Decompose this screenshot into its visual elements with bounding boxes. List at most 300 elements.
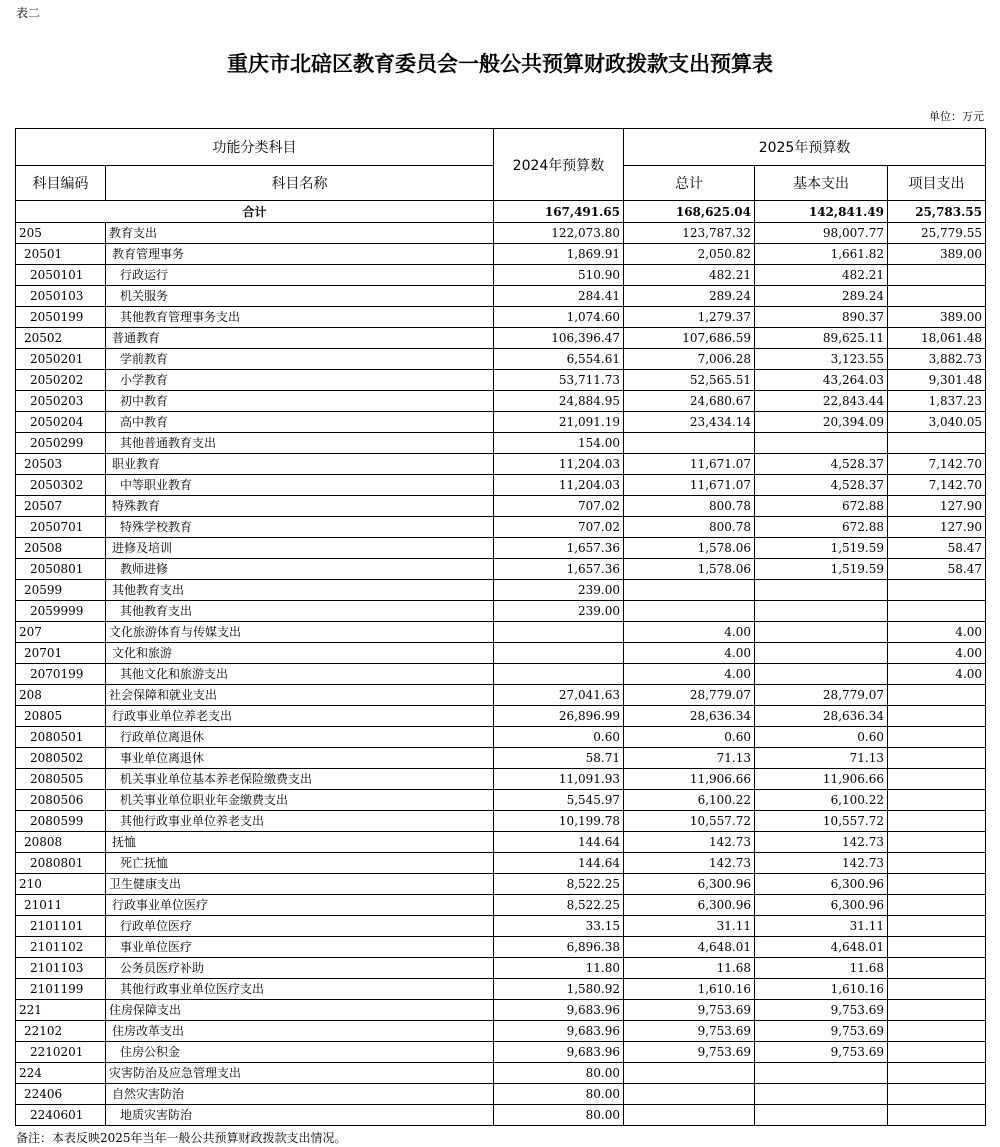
budget-2025-project: 18,061.48 (888, 328, 986, 349)
subject-code: 20599 (16, 580, 106, 601)
subject-name: 社会保障和就业支出 (106, 685, 494, 706)
budget-2025-project (888, 895, 986, 916)
table-row (16, 1063, 986, 1084)
table-row (16, 727, 986, 748)
table-row (16, 601, 986, 622)
budget-2025-total (624, 1084, 755, 1105)
table-row (16, 286, 986, 307)
table-row (16, 832, 986, 853)
table-row (16, 1000, 986, 1021)
budget-2024: 707.02 (494, 517, 624, 538)
budget-2024: 10,199.78 (494, 811, 624, 832)
budget-2024: 8,522.25 (494, 874, 624, 895)
budget-2025-total: 4.00 (624, 622, 755, 643)
budget-2025-project: 127.90 (888, 517, 986, 538)
budget-2024 (494, 664, 624, 685)
budget-2025-total: 4.00 (624, 643, 755, 664)
budget-2024 (494, 643, 624, 664)
budget-2025-project: 127.90 (888, 496, 986, 517)
subject-code: 2080801 (16, 853, 106, 874)
budget-2025-project (888, 853, 986, 874)
budget-2024: 11.80 (494, 958, 624, 979)
budget-2025-basic: 22,843.44 (755, 391, 888, 412)
budget-2024: 6,554.61 (494, 349, 624, 370)
subject-name: 初中教育 (106, 391, 494, 412)
table-row (16, 307, 986, 328)
budget-2025-total: 52,565.51 (624, 370, 755, 391)
budget-2025-project (888, 979, 986, 1000)
budget-2024: 510.90 (494, 265, 624, 286)
budget-2025-basic (755, 433, 888, 454)
table-row (16, 790, 986, 811)
budget-2025-project (888, 958, 986, 979)
table-row (16, 265, 986, 286)
subject-name: 自然灾害防治 (106, 1084, 494, 1105)
subject-name: 行政单位医疗 (106, 916, 494, 937)
budget-table (15, 128, 986, 1126)
budget-2024: 1,074.60 (494, 307, 624, 328)
subject-code: 2101103 (16, 958, 106, 979)
total-row (16, 201, 986, 223)
budget-2025-basic: 20,394.09 (755, 412, 888, 433)
page-title: 重庆市北碚区教育委员会一般公共预算财政拨款支出预算表 (227, 52, 773, 76)
budget-2025-project (888, 286, 986, 307)
subject-code: 2070199 (16, 664, 106, 685)
subject-name: 住房改革支出 (106, 1021, 494, 1042)
table-row (16, 1042, 986, 1063)
name-header: 科目名称 (106, 166, 494, 201)
table-row (16, 748, 986, 769)
subject-name: 其他教育管理事务支出 (106, 307, 494, 328)
subject-name: 行政运行 (106, 265, 494, 286)
subject-name: 抚恤 (106, 832, 494, 853)
subject-code: 2050701 (16, 517, 106, 538)
budget-2024: 1,657.36 (494, 538, 624, 559)
table-row (16, 874, 986, 895)
subject-name: 灾害防治及应急管理支出 (106, 1063, 494, 1084)
table-row (16, 538, 986, 559)
budget-2025-total: 2,050.82 (624, 244, 755, 265)
budget-2025-total: 1,610.16 (624, 979, 755, 1000)
budget-2024: 0.60 (494, 727, 624, 748)
budget-2025-basic: 9,753.69 (755, 1021, 888, 1042)
subject-code: 2240601 (16, 1105, 106, 1126)
table-row (16, 244, 986, 265)
subject-code: 20508 (16, 538, 106, 559)
subject-name: 特殊教育 (106, 496, 494, 517)
budget-2024: 239.00 (494, 601, 624, 622)
budget-2025-basic: 482.21 (755, 265, 888, 286)
budget-2025-project (888, 874, 986, 895)
subject-name: 特殊学校教育 (106, 517, 494, 538)
budget-2025-project (888, 1021, 986, 1042)
subject-name: 文化和旅游 (106, 643, 494, 664)
total-label: 合计 (16, 201, 494, 223)
budget-2025-basic: 4,528.37 (755, 454, 888, 475)
subject-code: 2101199 (16, 979, 106, 1000)
budget-2025-total: 800.78 (624, 517, 755, 538)
budget-2025-total: 4,648.01 (624, 937, 755, 958)
subject-name: 教师进修 (106, 559, 494, 580)
budget-2025-project (888, 790, 986, 811)
budget-2024: 144.64 (494, 832, 624, 853)
budget-2024: 122,073.80 (494, 223, 624, 244)
table-row (16, 622, 986, 643)
budget-2025-basic (755, 580, 888, 601)
subject-name: 高中教育 (106, 412, 494, 433)
subject-name: 文化旅游体育与传媒支出 (106, 622, 494, 643)
budget-2025-basic: 4,648.01 (755, 937, 888, 958)
budget-2025-total: 31.11 (624, 916, 755, 937)
subject-name: 住房保障支出 (106, 1000, 494, 1021)
budget-2025-project: 7,142.70 (888, 454, 986, 475)
table-row (16, 496, 986, 517)
subject-code: 20502 (16, 328, 106, 349)
subject-code: 2050199 (16, 307, 106, 328)
subject-name: 事业单位医疗 (106, 937, 494, 958)
budget-2025-basic: 11,906.66 (755, 769, 888, 790)
budget-2024: 144.64 (494, 853, 624, 874)
subject-name: 机关服务 (106, 286, 494, 307)
budget-2025-basic: 31.11 (755, 916, 888, 937)
budget-2025-basic (755, 1084, 888, 1105)
y2024-header: 2024年预算数 (494, 129, 624, 201)
subject-code: 207 (16, 622, 106, 643)
budget-2025-basic: 672.88 (755, 496, 888, 517)
subject-name: 事业单位离退休 (106, 748, 494, 769)
subject-name: 机关事业单位职业年金缴费支出 (106, 790, 494, 811)
budget-2025-project (888, 265, 986, 286)
budget-2025-project (888, 1000, 986, 1021)
budget-2025-project (888, 1105, 986, 1126)
budget-2025-total (624, 580, 755, 601)
budget-2025-total: 289.24 (624, 286, 755, 307)
subject-code: 2080501 (16, 727, 106, 748)
table-row (16, 916, 986, 937)
table-row (16, 433, 986, 454)
budget-2025-project (888, 433, 986, 454)
budget-2024: 53,711.73 (494, 370, 624, 391)
budget-2025-basic: 1,661.82 (755, 244, 888, 265)
table-row (16, 769, 986, 790)
subject-name: 行政单位离退休 (106, 727, 494, 748)
budget-2025-project: 9,301.48 (888, 370, 986, 391)
budget-2025-total: 1,279.37 (624, 307, 755, 328)
budget-2025-project (888, 706, 986, 727)
subject-code: 221 (16, 1000, 106, 1021)
budget-2024: 9,683.96 (494, 1021, 624, 1042)
budget-2025-project: 7,142.70 (888, 475, 986, 496)
budget-2024: 11,091.93 (494, 769, 624, 790)
budget-2025-total: 7,006.28 (624, 349, 755, 370)
subject-name: 公务员医疗补助 (106, 958, 494, 979)
subject-name: 其他文化和旅游支出 (106, 664, 494, 685)
budget-2024: 284.41 (494, 286, 624, 307)
table-row (16, 454, 986, 475)
budget-2025-total: 9,753.69 (624, 1021, 755, 1042)
func-class-header: 功能分类科目 (16, 129, 494, 166)
budget-2025-basic (755, 643, 888, 664)
budget-2025-project: 58.47 (888, 559, 986, 580)
budget-2024: 24,884.95 (494, 391, 624, 412)
budget-2025-basic: 4,528.37 (755, 475, 888, 496)
subject-name: 其他行政事业单位养老支出 (106, 811, 494, 832)
budget-2025-basic: 11.68 (755, 958, 888, 979)
budget-2025-basic: 6,300.96 (755, 874, 888, 895)
table-row (16, 349, 986, 370)
table-row (16, 1021, 986, 1042)
budget-2025-project: 389.00 (888, 244, 986, 265)
budget-2024: 1,580.92 (494, 979, 624, 1000)
budget-2025-total: 800.78 (624, 496, 755, 517)
table-number: 表二 (16, 6, 41, 20)
subject-name: 教育管理事务 (106, 244, 494, 265)
budget-2025-project: 3,882.73 (888, 349, 986, 370)
subject-code: 2050302 (16, 475, 106, 496)
project-header: 项目支出 (888, 166, 986, 201)
budget-2024: 1,869.91 (494, 244, 624, 265)
budget-2025-basic (755, 1105, 888, 1126)
budget-2025-total (624, 433, 755, 454)
table-row (16, 664, 986, 685)
budget-2024: 9,683.96 (494, 1042, 624, 1063)
budget-2025-total: 142.73 (624, 853, 755, 874)
budget-2025-total: 6,100.22 (624, 790, 755, 811)
subject-code: 208 (16, 685, 106, 706)
table-row (16, 811, 986, 832)
budget-2025-project: 3,040.05 (888, 412, 986, 433)
table-row (16, 223, 986, 244)
subject-code: 2080502 (16, 748, 106, 769)
budget-2025-basic: 43,264.03 (755, 370, 888, 391)
budget-2024: 11,204.03 (494, 475, 624, 496)
subject-code: 20805 (16, 706, 106, 727)
budget-2025-project (888, 1063, 986, 1084)
subject-code: 2210201 (16, 1042, 106, 1063)
total-y2024: 167,491.65 (494, 201, 624, 223)
budget-2025-project (888, 1042, 986, 1063)
budget-2025-project: 4.00 (888, 643, 986, 664)
budget-2025-project (888, 601, 986, 622)
budget-2025-basic: 142.73 (755, 853, 888, 874)
subject-name: 其他行政事业单位医疗支出 (106, 979, 494, 1000)
budget-2025-project (888, 748, 986, 769)
table-row (16, 685, 986, 706)
subject-code: 210 (16, 874, 106, 895)
subject-name: 中等职业教育 (106, 475, 494, 496)
subject-name: 学前教育 (106, 349, 494, 370)
subject-code: 2050103 (16, 286, 106, 307)
subject-name: 机关事业单位基本养老保险缴费支出 (106, 769, 494, 790)
budget-2025-basic: 10,557.72 (755, 811, 888, 832)
budget-2025-total: 1,578.06 (624, 559, 755, 580)
budget-2025-total: 6,300.96 (624, 895, 755, 916)
budget-2025-total (624, 1063, 755, 1084)
budget-2025-basic: 89,625.11 (755, 328, 888, 349)
budget-2025-basic: 1,610.16 (755, 979, 888, 1000)
budget-2025-basic: 142.73 (755, 832, 888, 853)
budget-2024: 5,545.97 (494, 790, 624, 811)
subject-code: 2050801 (16, 559, 106, 580)
budget-2025-total: 6,300.96 (624, 874, 755, 895)
budget-2025-total: 0.60 (624, 727, 755, 748)
table-row (16, 328, 986, 349)
budget-2024: 106,396.47 (494, 328, 624, 349)
budget-2024: 33.15 (494, 916, 624, 937)
budget-2025-total: 11,671.07 (624, 475, 755, 496)
table-row (16, 1105, 986, 1126)
budget-2025-project: 389.00 (888, 307, 986, 328)
total-total: 168,625.04 (624, 201, 755, 223)
budget-2025-project (888, 916, 986, 937)
subject-name: 其他普通教育支出 (106, 433, 494, 454)
budget-2024: 80.00 (494, 1105, 624, 1126)
budget-2025-total: 23,434.14 (624, 412, 755, 433)
budget-2025-total: 9,753.69 (624, 1042, 755, 1063)
budget-2025-project (888, 1084, 986, 1105)
table-row (16, 643, 986, 664)
total-project: 25,783.55 (888, 201, 986, 223)
table-row (16, 853, 986, 874)
table-row (16, 559, 986, 580)
subject-code: 20503 (16, 454, 106, 475)
table-row (16, 391, 986, 412)
subject-name: 职业教育 (106, 454, 494, 475)
subject-code: 224 (16, 1063, 106, 1084)
table-row (16, 580, 986, 601)
table-row (16, 979, 986, 1000)
subject-name: 教育支出 (106, 223, 494, 244)
subject-code: 22102 (16, 1021, 106, 1042)
budget-2025-total: 28,636.34 (624, 706, 755, 727)
subject-code: 205 (16, 223, 106, 244)
budget-2024: 11,204.03 (494, 454, 624, 475)
budget-2025-project (888, 580, 986, 601)
table-row (16, 958, 986, 979)
budget-2025-project: 1,837.23 (888, 391, 986, 412)
subject-code: 2050101 (16, 265, 106, 286)
code-header: 科目编码 (16, 166, 106, 201)
subject-code: 20507 (16, 496, 106, 517)
budget-2025-basic: 6,100.22 (755, 790, 888, 811)
budget-2025-project (888, 937, 986, 958)
table-row (16, 895, 986, 916)
budget-2025-project: 25,779.55 (888, 223, 986, 244)
budget-2025-basic (755, 664, 888, 685)
y2025-header: 2025年预算数 (624, 129, 986, 166)
budget-2025-project (888, 727, 986, 748)
budget-2025-basic: 1,519.59 (755, 559, 888, 580)
budget-2024 (494, 622, 624, 643)
subject-name: 地质灾害防治 (106, 1105, 494, 1126)
budget-2024: 27,041.63 (494, 685, 624, 706)
budget-2025-project (888, 811, 986, 832)
subject-name: 行政事业单位医疗 (106, 895, 494, 916)
budget-2025-basic (755, 1063, 888, 1084)
subject-code: 2080505 (16, 769, 106, 790)
budget-2024: 80.00 (494, 1084, 624, 1105)
budget-2024: 707.02 (494, 496, 624, 517)
unit-label: 单位：万元 (929, 110, 984, 123)
budget-2024: 9,683.96 (494, 1000, 624, 1021)
subject-name: 进修及培训 (106, 538, 494, 559)
subject-code: 20501 (16, 244, 106, 265)
budget-2024: 26,896.99 (494, 706, 624, 727)
subject-code: 20808 (16, 832, 106, 853)
budget-2025-basic: 9,753.69 (755, 1000, 888, 1021)
budget-2025-basic: 6,300.96 (755, 895, 888, 916)
budget-2025-total (624, 1105, 755, 1126)
table-row (16, 412, 986, 433)
subject-name: 住房公积金 (106, 1042, 494, 1063)
subject-name: 其他教育支出 (106, 601, 494, 622)
budget-2025-total: 1,578.06 (624, 538, 755, 559)
budget-2025-project (888, 832, 986, 853)
budget-2024: 1,657.36 (494, 559, 624, 580)
budget-2025-total: 24,680.67 (624, 391, 755, 412)
subject-code: 2050204 (16, 412, 106, 433)
subject-code: 22406 (16, 1084, 106, 1105)
subject-code: 2101101 (16, 916, 106, 937)
budget-2025-total (624, 601, 755, 622)
subject-name: 其他教育支出 (106, 580, 494, 601)
budget-2025-basic: 9,753.69 (755, 1042, 888, 1063)
subject-code: 2050203 (16, 391, 106, 412)
budget-2025-total: 142.73 (624, 832, 755, 853)
table-row (16, 475, 986, 496)
subject-code: 2050299 (16, 433, 106, 454)
total-basic: 142,841.49 (755, 201, 888, 223)
subject-code: 2059999 (16, 601, 106, 622)
budget-2025-project (888, 685, 986, 706)
budget-2025-total: 11,906.66 (624, 769, 755, 790)
budget-2025-total: 107,686.59 (624, 328, 755, 349)
subject-code: 20701 (16, 643, 106, 664)
budget-2025-project (888, 769, 986, 790)
table-row (16, 370, 986, 391)
table-row (16, 706, 986, 727)
budget-2024: 6,896.38 (494, 937, 624, 958)
table-row (16, 517, 986, 538)
budget-2025-basic: 672.88 (755, 517, 888, 538)
table-row (16, 937, 986, 958)
budget-2025-total: 482.21 (624, 265, 755, 286)
subject-code: 2050202 (16, 370, 106, 391)
budget-2025-basic (755, 622, 888, 643)
budget-2024: 8,522.25 (494, 895, 624, 916)
budget-2025-basic: 71.13 (755, 748, 888, 769)
budget-2024: 21,091.19 (494, 412, 624, 433)
budget-2024: 154.00 (494, 433, 624, 454)
total-header: 总计 (624, 166, 755, 201)
subject-code: 2050201 (16, 349, 106, 370)
subject-name: 普通教育 (106, 328, 494, 349)
table-row (16, 1084, 986, 1105)
subject-code: 2080599 (16, 811, 106, 832)
budget-2025-project: 4.00 (888, 664, 986, 685)
budget-2025-basic: 890.37 (755, 307, 888, 328)
footnote: 备注：本表反映2025年当年一般公共预算财政拨款支出情况。 (16, 1131, 347, 1145)
budget-2024: 80.00 (494, 1063, 624, 1084)
budget-2025-total: 71.13 (624, 748, 755, 769)
budget-2024: 58.71 (494, 748, 624, 769)
basic-header: 基本支出 (755, 166, 888, 201)
budget-2025-project: 58.47 (888, 538, 986, 559)
budget-2025-basic: 3,123.55 (755, 349, 888, 370)
budget-2025-basic: 98,007.77 (755, 223, 888, 244)
subject-name: 死亡抚恤 (106, 853, 494, 874)
subject-name: 行政事业单位养老支出 (106, 706, 494, 727)
